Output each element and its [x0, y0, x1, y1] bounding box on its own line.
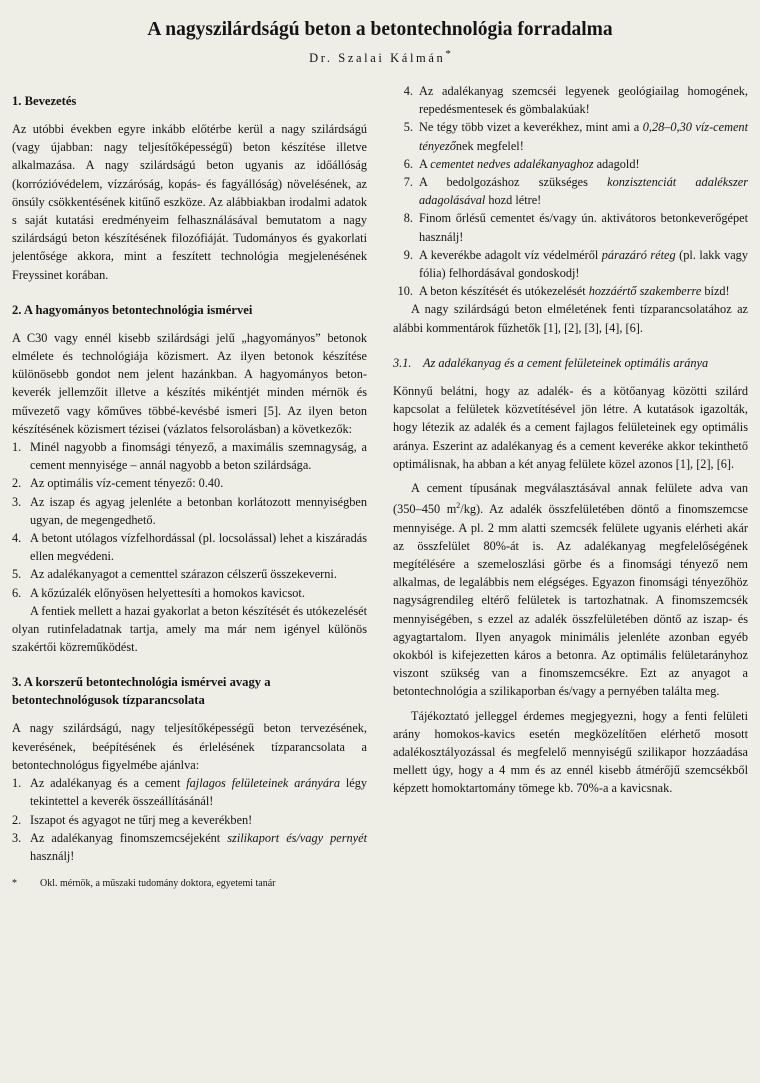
section-3-paragraph: A nagy szilárdságú, nagy teljesítőképességű beton tervezésének, keverésének, beépítésének és érlelésének tízparancsolata a betontechnológus figyelmébe ajánlva:: [12, 721, 367, 772]
list-item: 5. Az adalékanyagot a cementtel szárazon célszerű összekeverni.: [12, 567, 337, 582]
ten-commandments-list-part-1: [12, 774, 367, 865]
section-2-closing-paragraph: A fentiek mellett a hazai gyakorlat a beton készítését és utókezelését olyan rutinfeladatnak tartja, amely ma már nem igényel különös szakértői közreműködést.: [12, 603, 367, 655]
section-1-paragraph: Az utóbbi években egyre inkább előtérbe kerül a nagy szilárdságú (vagy újabban: nagy teljesítőképességű) beton készítése illetve alkalmazása. A nagy szilárdságú beton ugyanis az időállóság (korrózióvédelem, vízzáróság, kopás- és fagyállóság) növelésének, az önsúly csökkentésének kitűnő eszköze. Az alábbiakban irodalmi adatok s saját kutatási eredményeim felhasználásával bemutatom a nagy szilárdságú beton készítésének filozófiáját. Tudományos és gyakorlati jelentősége akkora, mint a feszített technológia megjelenésének Freyssinet korában.: [12, 122, 367, 282]
right-column: [393, 82, 748, 891]
footnote-text: Okl. mérnök, a műszaki tudomány doktora, egyetemi tanár: [40, 878, 276, 890]
author-footnote-mark: *: [445, 48, 451, 60]
commentary-intro-paragraph: A nagy szilárdságú beton elméletének fenti tízparancsolatához az alábbi kommentárok fűzhetők [1], [2], [3], [4], [6].: [393, 302, 748, 335]
list-item: 7. A bedolgozáshoz szükséges konzisztenciát adalékszer adagolásával hozd létre!: [403, 175, 748, 208]
list-item: 3. Az iszap és agyag jelenléte a betonban korlátozott mennyiségben ugyan, de megengedhető.: [12, 494, 367, 527]
list-item: 4. Az adalékanyag szemcséi legyenek geológiailag homogének, repedésmentesek és gömbalakúak!: [403, 84, 748, 117]
list-item: 4. A betont utólagos vízfelhordással (pl. locsolással) lehet a kiszáradás ellen megvédeni.: [12, 531, 367, 564]
subsection-paragraph-2: A cement típusának megválasztásával annak felülete adva van (350–450 $m^2/kg$). Az adalék összfelületében döntő a finomszemcse mennyisége. A pl. 2 mm alatti szemcsék felülete ugyanis elérheti akár az összfelület 80%-át is. Az adalékanyag megfelelőségének megítélésére a szemeloszlási görbe és a finomsági tényező nem alkalmas, de legalábbis nem elégséges. Egyazon finomsági tényezőhöz nagyságrendileg eltérő felületek is tartozhatnak. A finomszemcsék mennyiségében, s ezzel az adalék összfelületében döntő az iszap- és agyagtartalom. Ilyen anyagok minimális jelenléte azonban egyéb okokból is kifejezetten káros a betonra. Az optimális felületarányhoz viszont szükség van a finomszemcsékre. Ezt az anyagot a betontechnológia a szilikaporban és/vagy a pernyében találta meg.: [393, 481, 748, 699]
section-3-heading: 3. A korszerű betontechnológia ismérvei avagy a betontechnológusok tízparancsolata: [12, 675, 271, 708]
subsection-paragraph-1: Könnyű belátni, hogy az adalék- és a kötőanyag közötti szilárd kapcsolat a felületek közvetítésével jön létre. A kutatások igazolták, hogy létezik az adalék és a cement fajlagos felületeinek egy optimális aránya. Eszerint az adalékanyag és a cement keveréke akkor tekinthető optimálisnak, ha abban a két anyag felülete közel azonos [1], [2], [6].: [393, 384, 748, 471]
list-item: 2. Iszapot és agyagot ne tűrj meg a keverékben!: [12, 812, 253, 827]
section-2-heading: 2. A hagyományos betontechnológia ismérvei: [12, 302, 253, 317]
footnote: [12, 877, 367, 891]
list-item: 6. A cementet nedves adalékanyaghoz adagold!: [403, 156, 640, 171]
section-2-paragraph: A C30 vagy ennél kisebb szilárdsági jelű „hagyományos” betonok elmélete és technológiája közismert. Az ilyen betonok készítése különösebb gondot nem jelent hazánkban. A hagyományos beton-keverék jellemzőit illetve a készítés mikéntjét minden mérnök és művezető vagy kőműves többé-kevésbé ismeri [5]. Az ilyen beton készítésének közismert tézisei (vázlatos felsorolásban) a következők:: [12, 330, 367, 436]
two-column-body: [12, 84, 748, 891]
author-line: [12, 48, 748, 66]
author-name: Dr. Szalai Kálmán: [309, 51, 446, 66]
list-item: 2. Az optimális víz-cement tényező: 0.40.: [12, 476, 224, 491]
list-item: 1. Az adalékanyag és a cement fajlagos felületeinek arányára légy tekintettel a keverék összeállításánál!: [12, 776, 367, 809]
section-1-heading: 1. Bevezetés: [12, 94, 77, 108]
traditional-theses-list: [12, 438, 367, 602]
list-item: 5. Ne tégy több vizet a keverékhez, mint ami a 0,28–0,30 víz-cement tényezőnek megfelel!: [403, 120, 748, 153]
list-item: 1. Minél nagyobb a finomsági tényező, a maximális szemnagyság, a cement mennyisége – annál nagyobb a beton szilárdsága.: [12, 440, 367, 473]
left-column: [12, 92, 367, 891]
list-item: 3. Az adalékanyag finomszemcséjeként szilikaport és/vagy pernyét használj!: [12, 830, 367, 863]
subsection-3-1-heading: 3.1. Az adalékanyag és a cement felületeinek optimális aránya: [393, 355, 709, 370]
list-item: 6. A kőzúzalék előnyösen helyettesíti a homokos kavicsot.: [12, 585, 305, 600]
list-item: 9. A keverékbe adagolt víz védelméről párazáró réteg (pl. lakk vagy fólia) felhordásával gondoskodj!: [403, 247, 748, 281]
subsection-paragraph-3: Tájékoztató jelleggel érdemes megjegyezni, hogy a fenti felületi arány homokos-kavics esetén megközelítően elérhető mosott adalékosztályozással és megfelelő mennyiségű szilikapor hozzáadása mellett úgy, hogy a 4 mm és az ennél kisebb átmérőjű szemcsékből képzett homoktartomány tömege kb. 70%-a a kavicsnak.: [393, 708, 748, 796]
ten-commandments-list-part-2: [393, 82, 748, 300]
footnote-mark: *: [12, 878, 17, 890]
list-item: 8. Finom őrlésű cementet és/vagy ún. aktivátoros betonkeverőgépet használj!: [403, 211, 748, 244]
article-title: A nagyszilárdságú beton a betontechnológia forradalma: [147, 19, 613, 40]
list-item: 10. A beton készítését és utókezelését hozzáértő szakemberre bízd!: [397, 284, 730, 299]
